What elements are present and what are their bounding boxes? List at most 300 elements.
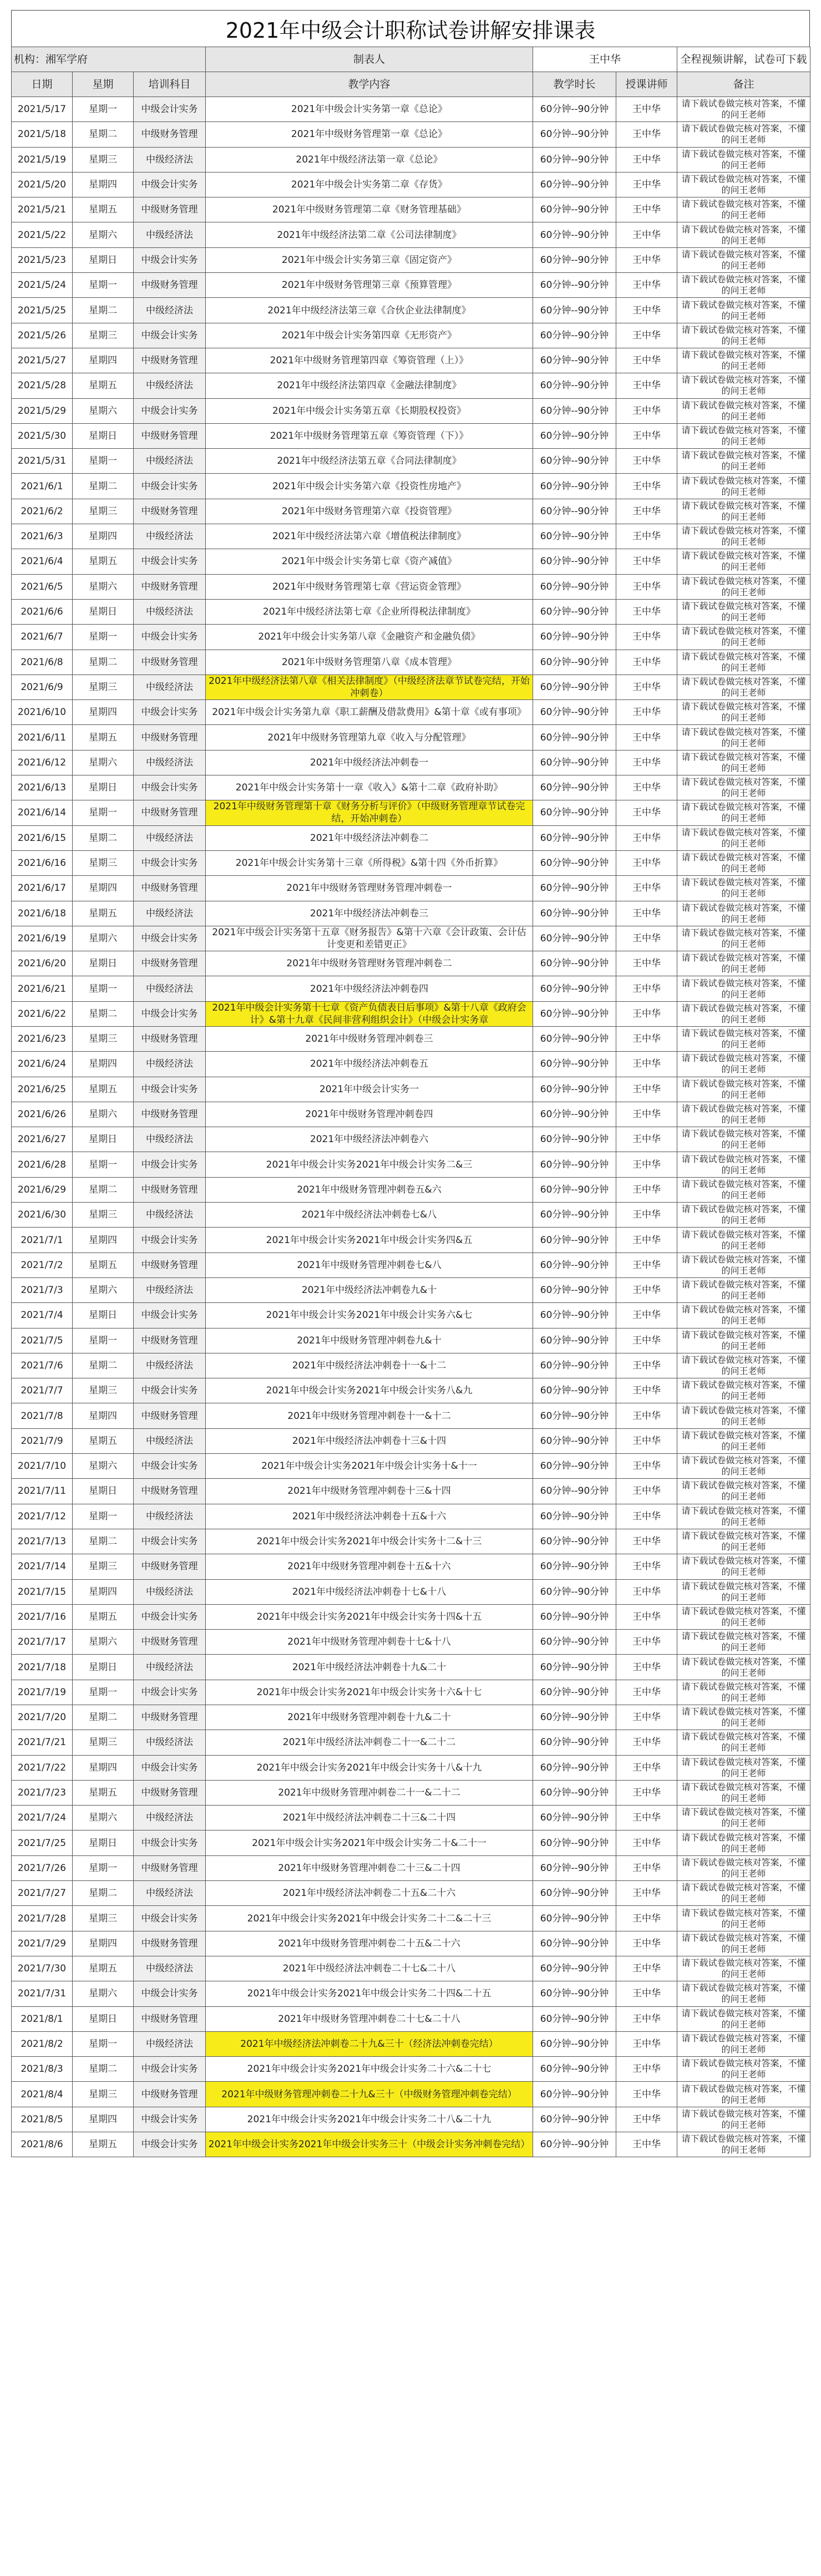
cell-week: 星期一	[73, 1328, 134, 1353]
cell-date: 2021/6/19	[12, 926, 73, 951]
cell-teacher: 王中华	[616, 750, 677, 775]
table-row	[12, 901, 810, 926]
cell-week: 星期二	[73, 650, 134, 675]
cell-week: 星期一	[73, 2031, 134, 2056]
cell-duration: 60分钟--90分钟	[533, 1303, 616, 1328]
cell-date: 2021/5/21	[12, 197, 73, 222]
cell-date: 2021/6/24	[12, 1052, 73, 1077]
cell-teacher: 王中华	[616, 850, 677, 875]
cell-duration: 60分钟--90分钟	[533, 1830, 616, 1855]
cell-note: 请下载试卷做完核对答案，不懂的问王老师	[677, 625, 810, 650]
cell-subject: 中级财务管理	[134, 423, 206, 448]
cell-week: 星期五	[73, 549, 134, 574]
cell-week: 星期日	[73, 775, 134, 800]
cell-note: 请下载试卷做完核对答案，不懂的问王老师	[677, 1102, 810, 1127]
cell-teacher: 王中华	[616, 1303, 677, 1328]
cell-week: 星期一	[73, 976, 134, 1001]
cell-content: 2021年中级会计实务2021年中级会计实务十八&十九	[206, 1755, 533, 1780]
cell-teacher: 王中华	[616, 1127, 677, 1152]
table-row	[12, 750, 810, 775]
cell-note: 请下载试卷做完核对答案，不懂的问王老师	[677, 423, 810, 448]
cell-duration: 60分钟--90分钟	[533, 423, 616, 448]
cell-week: 星期三	[73, 675, 134, 699]
cell-duration: 60分钟--90分钟	[533, 700, 616, 725]
cell-note: 请下载试卷做完核对答案，不懂的问王老师	[677, 1579, 810, 1604]
table-row	[12, 825, 810, 850]
cell-duration: 60分钟--90分钟	[533, 1655, 616, 1680]
cell-duration: 60分钟--90分钟	[533, 675, 616, 699]
cell-date: 2021/7/29	[12, 1931, 73, 1956]
remark: 全程视频讲解，试卷可下载	[677, 47, 810, 72]
cell-teacher: 王中华	[616, 1554, 677, 1579]
table-row	[12, 423, 810, 448]
cell-date: 2021/7/17	[12, 1630, 73, 1655]
cell-content: 2021年中级经济法冲刺卷十一&十二	[206, 1353, 533, 1378]
cell-duration: 60分钟--90分钟	[533, 2082, 616, 2107]
cell-content: 2021年中级会计实务第六章《投资性房地产》	[206, 474, 533, 499]
cell-note: 请下载试卷做完核对答案，不懂的问王老师	[677, 901, 810, 926]
cell-subject: 中级经济法	[134, 750, 206, 775]
cell-week: 星期日	[73, 599, 134, 624]
cell-duration: 60分钟--90分钟	[533, 876, 616, 901]
cell-teacher: 王中华	[616, 2132, 677, 2157]
cell-week: 星期二	[73, 1881, 134, 1906]
table-row	[12, 850, 810, 875]
cell-content: 2021年中级经济法冲刺卷二十九&三十（经济法冲刺卷完结）	[206, 2031, 533, 2056]
cell-content: 2021年中级会计实务第三章《固定资产》	[206, 247, 533, 272]
cell-note: 请下载试卷做完核对答案，不懂的问王老师	[677, 1479, 810, 1504]
cell-subject: 中级经济法	[134, 1806, 206, 1830]
cell-subject: 中级会计实务	[134, 2132, 206, 2157]
table-row	[12, 348, 810, 373]
cell-note: 请下载试卷做完核对答案，不懂的问王老师	[677, 222, 810, 247]
cell-teacher: 王中华	[616, 2057, 677, 2082]
cell-subject: 中级财务管理	[134, 1328, 206, 1353]
table-row	[12, 1052, 810, 1077]
cell-teacher: 王中华	[616, 1730, 677, 1755]
cell-date: 2021/7/16	[12, 1604, 73, 1629]
cell-subject: 中级财务管理	[134, 1855, 206, 1880]
table-row	[12, 1931, 810, 1956]
cell-subject: 中级经济法	[134, 147, 206, 172]
cell-subject: 中级财务管理	[134, 1931, 206, 1956]
cell-note: 请下载试卷做完核对答案，不懂的问王老师	[677, 1203, 810, 1228]
cell-date: 2021/6/28	[12, 1152, 73, 1177]
cell-note: 请下载试卷做完核对答案，不懂的问王老师	[677, 449, 810, 474]
cell-subject: 中级会计实务	[134, 398, 206, 423]
table-row	[12, 1353, 810, 1378]
cell-week: 星期二	[73, 122, 134, 147]
cell-content: 2021年中级会计实务第十五章《财务报告》&第十六章《会计政策、会计估计变更和差错更正》	[206, 926, 533, 951]
cell-subject: 中级财务管理	[134, 1026, 206, 1051]
cell-content: 2021年中级财务管理冲刺卷五&六	[206, 1177, 533, 1202]
cell-teacher: 王中华	[616, 1353, 677, 1378]
cell-date: 2021/7/7	[12, 1378, 73, 1403]
cell-teacher: 王中华	[616, 499, 677, 524]
cell-duration: 60分钟--90分钟	[533, 1328, 616, 1353]
cell-duration: 60分钟--90分钟	[533, 625, 616, 650]
cell-teacher: 王中华	[616, 650, 677, 675]
cell-content: 2021年中级会计实务2021年中级会计实务十六&十七	[206, 1680, 533, 1705]
cell-subject: 中级经济法	[134, 976, 206, 1001]
cell-teacher: 王中华	[616, 449, 677, 474]
cell-duration: 60分钟--90分钟	[533, 2057, 616, 2082]
cell-teacher: 王中华	[616, 549, 677, 574]
table-row	[12, 122, 810, 147]
cell-note: 请下载试卷做完核对答案，不懂的问王老师	[677, 574, 810, 599]
cell-note: 请下载试卷做完核对答案，不懂的问王老师	[677, 1026, 810, 1051]
cell-date: 2021/5/23	[12, 247, 73, 272]
cell-content: 2021年中级财务管理冲刺卷十一&十二	[206, 1403, 533, 1428]
cell-teacher: 王中华	[616, 122, 677, 147]
cell-teacher: 王中华	[616, 1579, 677, 1604]
cell-date: 2021/8/6	[12, 2132, 73, 2157]
cell-content: 2021年中级财务管理第六章《投资管理》	[206, 499, 533, 524]
cell-note: 请下载试卷做完核对答案，不懂的问王老师	[677, 373, 810, 398]
cell-week: 星期五	[73, 197, 134, 222]
cell-week: 星期六	[73, 926, 134, 951]
cell-duration: 60分钟--90分钟	[533, 1152, 616, 1177]
cell-note: 请下载试卷做完核对答案，不懂的问王老师	[677, 1981, 810, 2006]
table-row	[12, 1428, 810, 1453]
cell-date: 2021/6/3	[12, 524, 73, 549]
cell-duration: 60分钟--90分钟	[533, 1705, 616, 1730]
cell-teacher: 王中华	[616, 1252, 677, 1277]
cell-date: 2021/6/30	[12, 1203, 73, 1228]
cell-content: 2021年中级财务管理冲刺卷十三&十四	[206, 1479, 533, 1504]
cell-week: 星期一	[73, 1152, 134, 1177]
table-row	[12, 951, 810, 976]
cell-week: 星期五	[73, 1604, 134, 1629]
cell-content: 2021年中级会计实务2021年中级会计实务二十二&二十三	[206, 1906, 533, 1931]
schedule-sheet	[11, 10, 810, 2157]
cell-content: 2021年中级会计实务2021年中级会计实务二十六&二十七	[206, 2057, 533, 2082]
cell-subject: 中级经济法	[134, 1504, 206, 1529]
cell-subject: 中级会计实务	[134, 1981, 206, 2006]
cell-duration: 60分钟--90分钟	[533, 97, 616, 122]
cell-duration: 60分钟--90分钟	[533, 2107, 616, 2132]
cell-note: 请下载试卷做完核对答案，不懂的问王老师	[677, 1630, 810, 1655]
cell-teacher: 王中华	[616, 2006, 677, 2031]
cell-subject: 中级会计实务	[134, 1077, 206, 1102]
cell-content: 2021年中级会计实务第十三章《所得税》&第十四《外币折算》	[206, 850, 533, 875]
table-row	[12, 1579, 810, 1604]
table-row	[12, 1001, 810, 1026]
cell-date: 2021/7/12	[12, 1504, 73, 1529]
cell-note: 请下载试卷做完核对答案，不懂的问王老师	[677, 1529, 810, 1554]
cell-subject: 中级财务管理	[134, 197, 206, 222]
cell-subject: 中级经济法	[134, 222, 206, 247]
cell-date: 2021/5/25	[12, 298, 73, 323]
cell-duration: 60分钟--90分钟	[533, 1228, 616, 1252]
cell-week: 星期六	[73, 1981, 134, 2006]
cell-teacher: 王中华	[616, 1428, 677, 1453]
cell-note: 请下载试卷做完核对答案，不懂的问王老师	[677, 825, 810, 850]
cell-content: 2021年中级会计实务2021年中级会计实务二十八&二十九	[206, 2107, 533, 2132]
cell-content: 2021年中级经济法冲刺卷十七&十八	[206, 1579, 533, 1604]
cell-note: 请下载试卷做完核对答案，不懂的问王老师	[677, 675, 810, 699]
cell-duration: 60分钟--90分钟	[533, 1428, 616, 1453]
cell-duration: 60分钟--90分钟	[533, 1806, 616, 1830]
cell-content: 2021年中级财务管理冲刺卷七&八	[206, 1252, 533, 1277]
cell-subject: 中级经济法	[134, 599, 206, 624]
cell-content: 2021年中级财务管理冲刺卷十九&二十	[206, 1705, 533, 1730]
cell-note: 请下载试卷做完核对答案，不懂的问王老师	[677, 1001, 810, 1026]
cell-subject: 中级经济法	[134, 1579, 206, 1604]
cell-duration: 60分钟--90分钟	[533, 1177, 616, 1202]
cell-duration: 60分钟--90分钟	[533, 750, 616, 775]
cell-date: 2021/6/4	[12, 549, 73, 574]
cell-subject: 中级经济法	[134, 1428, 206, 1453]
cell-week: 星期六	[73, 750, 134, 775]
cell-subject: 中级经济法	[134, 1730, 206, 1755]
cell-date: 2021/7/11	[12, 1479, 73, 1504]
cell-teacher: 王中华	[616, 2107, 677, 2132]
cell-content: 2021年中级财务管理冲刺卷四	[206, 1102, 533, 1127]
cell-duration: 60分钟--90分钟	[533, 1730, 616, 1755]
cell-week: 星期二	[73, 474, 134, 499]
cell-date: 2021/5/24	[12, 273, 73, 298]
cell-content: 2021年中级经济法第四章《金融法律制度》	[206, 373, 533, 398]
cell-week: 星期三	[73, 1026, 134, 1051]
info-row	[12, 47, 810, 72]
cell-duration: 60分钟--90分钟	[533, 449, 616, 474]
cell-content: 2021年中级会计实务第七章《资产减值》	[206, 549, 533, 574]
cell-teacher: 王中华	[616, 97, 677, 122]
schedule-table	[11, 47, 810, 2157]
cell-duration: 60分钟--90分钟	[533, 825, 616, 850]
cell-date: 2021/7/22	[12, 1755, 73, 1780]
cell-teacher: 王中华	[616, 1981, 677, 2006]
table-row	[12, 1881, 810, 1906]
cell-teacher: 王中华	[616, 1529, 677, 1554]
cell-duration: 60分钟--90分钟	[533, 1277, 616, 1302]
cell-subject: 中级会计实务	[134, 2107, 206, 2132]
cell-note: 请下载试卷做完核对答案，不懂的问王老师	[677, 2006, 810, 2031]
cell-teacher: 王中华	[616, 1479, 677, 1504]
cell-content: 2021年中级会计实务2021年中级会计实务二十&二十一	[206, 1830, 533, 1855]
cell-duration: 60分钟--90分钟	[533, 926, 616, 951]
cell-teacher: 王中华	[616, 1228, 677, 1252]
cell-content: 2021年中级经济法第六章《增值税法律制度》	[206, 524, 533, 549]
cell-teacher: 王中华	[616, 373, 677, 398]
cell-week: 星期三	[73, 1554, 134, 1579]
cell-subject: 中级会计实务	[134, 247, 206, 272]
cell-week: 星期三	[73, 1378, 134, 1403]
cell-note: 请下载试卷做完核对答案，不懂的问王老师	[677, 1956, 810, 1981]
cell-date: 2021/7/18	[12, 1655, 73, 1680]
table-row	[12, 1303, 810, 1328]
table-row	[12, 524, 810, 549]
cell-duration: 60分钟--90分钟	[533, 1881, 616, 1906]
cell-note: 请下载试卷做完核对答案，不懂的问王老师	[677, 1755, 810, 1780]
cell-subject: 中级财务管理	[134, 1705, 206, 1730]
cell-content: 2021年中级经济法冲刺卷二十一&二十二	[206, 1730, 533, 1755]
table-row	[12, 147, 810, 172]
table-row	[12, 2006, 810, 2031]
table-row	[12, 1806, 810, 1830]
table-row	[12, 1328, 810, 1353]
cell-week: 星期四	[73, 1755, 134, 1780]
cell-duration: 60分钟--90分钟	[533, 147, 616, 172]
cell-content: 2021年中级财务管理冲刺卷十五&十六	[206, 1554, 533, 1579]
cell-duration: 60分钟--90分钟	[533, 323, 616, 348]
cell-teacher: 王中华	[616, 323, 677, 348]
cell-date: 2021/6/6	[12, 599, 73, 624]
cell-date: 2021/7/15	[12, 1579, 73, 1604]
cell-date: 2021/6/2	[12, 499, 73, 524]
cell-note: 请下载试卷做完核对答案，不懂的问王老师	[677, 2031, 810, 2056]
cell-week: 星期五	[73, 901, 134, 926]
cell-date: 2021/8/2	[12, 2031, 73, 2056]
cell-note: 请下载试卷做完核对答案，不懂的问王老师	[677, 1127, 810, 1152]
cell-week: 星期二	[73, 825, 134, 850]
cell-duration: 60分钟--90分钟	[533, 172, 616, 197]
cell-content: 2021年中级经济法冲刺卷十三&十四	[206, 1428, 533, 1453]
cell-date: 2021/6/17	[12, 876, 73, 901]
cell-duration: 60分钟--90分钟	[533, 247, 616, 272]
cell-duration: 60分钟--90分钟	[533, 976, 616, 1001]
cell-date: 2021/7/19	[12, 1680, 73, 1705]
cell-content: 2021年中级财务管理财务管理冲刺卷一	[206, 876, 533, 901]
cell-subject: 中级经济法	[134, 1881, 206, 1906]
table-row	[12, 1730, 810, 1755]
table-row	[12, 1454, 810, 1479]
cell-week: 星期四	[73, 1403, 134, 1428]
cell-week: 星期四	[73, 2107, 134, 2132]
table-row	[12, 1102, 810, 1127]
cell-week: 星期日	[73, 2006, 134, 2031]
cell-note: 请下载试卷做完核对答案，不懂的问王老师	[677, 398, 810, 423]
cell-note: 请下载试卷做完核对答案，不懂的问王老师	[677, 800, 810, 825]
cell-teacher: 王中华	[616, 273, 677, 298]
cell-teacher: 王中华	[616, 2031, 677, 2056]
cell-content: 2021年中级会计实务2021年中级会计实务十&十一	[206, 1454, 533, 1479]
table-row	[12, 1252, 810, 1277]
cell-content: 2021年中级会计实务第二章《存货》	[206, 172, 533, 197]
cell-date: 2021/7/25	[12, 1830, 73, 1855]
table-row	[12, 2132, 810, 2157]
cell-duration: 60分钟--90分钟	[533, 574, 616, 599]
cell-duration: 60分钟--90分钟	[533, 1052, 616, 1077]
cell-week: 星期五	[73, 373, 134, 398]
cell-teacher: 王中华	[616, 1001, 677, 1026]
cell-date: 2021/5/26	[12, 323, 73, 348]
cell-duration: 60分钟--90分钟	[533, 499, 616, 524]
maker-name: 王中华	[533, 47, 677, 72]
cell-teacher: 王中华	[616, 222, 677, 247]
cell-date: 2021/6/25	[12, 1077, 73, 1102]
cell-note: 请下载试卷做完核对答案，不懂的问王老师	[677, 2132, 810, 2157]
cell-week: 星期日	[73, 1830, 134, 1855]
cell-note: 请下载试卷做完核对答案，不懂的问王老师	[677, 1881, 810, 1906]
cell-duration: 60分钟--90分钟	[533, 1604, 616, 1629]
table-row	[12, 1228, 810, 1252]
table-row	[12, 197, 810, 222]
cell-content: 2021年中级经济法第二章《公司法律制度》	[206, 222, 533, 247]
cell-teacher: 王中华	[616, 172, 677, 197]
cell-content: 2021年中级财务管理第二章《财务管理基础》	[206, 197, 533, 222]
cell-note: 请下载试卷做完核对答案，不懂的问王老师	[677, 474, 810, 499]
table-row	[12, 1026, 810, 1051]
cell-teacher: 王中华	[616, 926, 677, 951]
cell-week: 星期日	[73, 951, 134, 976]
cell-date: 2021/5/29	[12, 398, 73, 423]
cell-content: 2021年中级财务管理冲刺卷十七&十八	[206, 1630, 533, 1655]
cell-subject: 中级会计实务	[134, 1830, 206, 1855]
cell-teacher: 王中华	[616, 423, 677, 448]
cell-subject: 中级经济法	[134, 1052, 206, 1077]
cell-week: 星期日	[73, 247, 134, 272]
cell-note: 请下载试卷做完核对答案，不懂的问王老师	[677, 499, 810, 524]
cell-week: 星期五	[73, 1956, 134, 1981]
cell-note: 请下载试卷做完核对答案，不懂的问王老师	[677, 1277, 810, 1302]
cell-week: 星期一	[73, 273, 134, 298]
table-row	[12, 398, 810, 423]
cell-note: 请下载试卷做完核对答案，不懂的问王老师	[677, 1705, 810, 1730]
cell-duration: 60分钟--90分钟	[533, 398, 616, 423]
cell-content: 2021年中级财务管理第十章《财务分析与评价》（中级财务管理章节试卷完结，开始冲刺卷）	[206, 800, 533, 825]
cell-subject: 中级财务管理	[134, 1630, 206, 1655]
cell-date: 2021/6/12	[12, 750, 73, 775]
cell-week: 星期六	[73, 1102, 134, 1127]
cell-note: 请下载试卷做完核对答案，不懂的问王老师	[677, 1303, 810, 1328]
cell-date: 2021/5/30	[12, 423, 73, 448]
cell-content: 2021年中级经济法第三章《合伙企业法律制度》	[206, 298, 533, 323]
cell-note: 请下载试卷做完核对答案，不懂的问王老师	[677, 976, 810, 1001]
table-row	[12, 1604, 810, 1629]
cell-teacher: 王中华	[616, 976, 677, 1001]
cell-date: 2021/7/28	[12, 1906, 73, 1931]
cell-duration: 60分钟--90分钟	[533, 1906, 616, 1931]
cell-week: 星期四	[73, 1052, 134, 1077]
cell-note: 请下载试卷做完核对答案，不懂的问王老师	[677, 273, 810, 298]
cell-note: 请下载试卷做完核对答案，不懂的问王老师	[677, 1554, 810, 1579]
cell-note: 请下载试卷做完核对答案，不懂的问王老师	[677, 1428, 810, 1453]
cell-content: 2021年中级经济法冲刺卷一	[206, 750, 533, 775]
cell-note: 请下载试卷做完核对答案，不懂的问王老师	[677, 599, 810, 624]
cell-duration: 60分钟--90分钟	[533, 222, 616, 247]
cell-teacher: 王中华	[616, 1504, 677, 1529]
cell-subject: 中级财务管理	[134, 1479, 206, 1504]
cell-duration: 60分钟--90分钟	[533, 373, 616, 398]
cell-date: 2021/6/14	[12, 800, 73, 825]
cell-teacher: 王中华	[616, 675, 677, 699]
cell-date: 2021/6/18	[12, 901, 73, 926]
cell-date: 2021/7/6	[12, 1353, 73, 1378]
cell-date: 2021/7/8	[12, 1403, 73, 1428]
cell-week: 星期四	[73, 876, 134, 901]
table-row	[12, 298, 810, 323]
cell-note: 请下载试卷做完核对答案，不懂的问王老师	[677, 1906, 810, 1931]
cell-teacher: 王中华	[616, 298, 677, 323]
cell-subject: 中级会计实务	[134, 323, 206, 348]
cell-teacher: 王中华	[616, 1403, 677, 1428]
cell-week: 星期二	[73, 1705, 134, 1730]
cell-duration: 60分钟--90分钟	[533, 1956, 616, 1981]
cell-week: 星期四	[73, 1579, 134, 1604]
cell-content: 2021年中级财务管理冲刺卷二十九&三十（中级财务管理冲刺卷完结）	[206, 2082, 533, 2107]
cell-content: 2021年中级会计实务2021年中级会计实务十二&十三	[206, 1529, 533, 1554]
cell-subject: 中级财务管理	[134, 650, 206, 675]
cell-week: 星期一	[73, 1855, 134, 1880]
cell-content: 2021年中级财务管理冲刺卷九&十	[206, 1328, 533, 1353]
table-row	[12, 273, 810, 298]
cell-teacher: 王中华	[616, 1277, 677, 1302]
cell-subject: 中级会计实务	[134, 2057, 206, 2082]
cell-week: 星期三	[73, 2082, 134, 2107]
cell-subject: 中级会计实务	[134, 850, 206, 875]
